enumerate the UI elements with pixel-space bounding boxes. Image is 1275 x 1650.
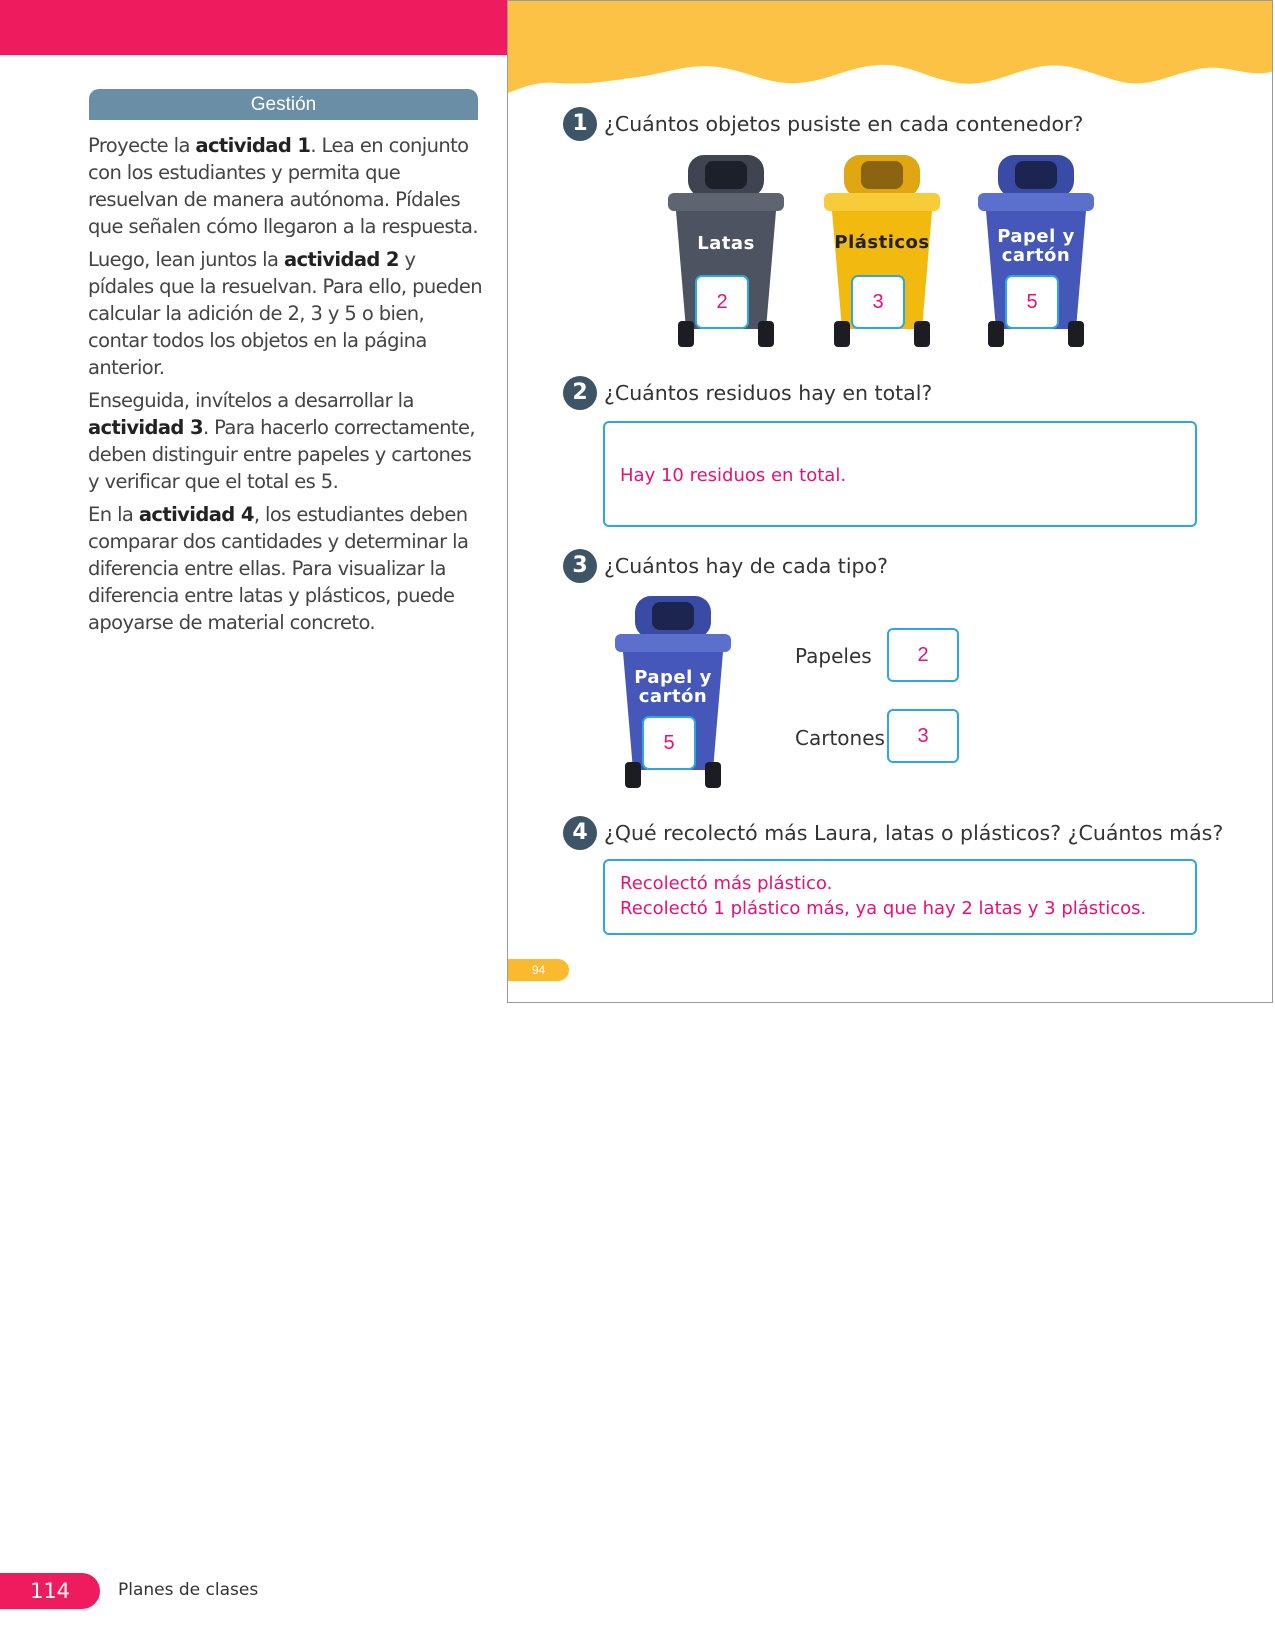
text-run: En la xyxy=(88,503,139,526)
text-run: y pídales que la resuelvan. Para ello, pueden calcular la adición de 2, 3 y 5 o bien, contar todos los objetos en la página anterior. xyxy=(88,248,482,379)
type-box-cartones[interactable]: 3 xyxy=(887,709,959,763)
gestion-paragraph-4 xyxy=(88,501,483,636)
activity-reference: actividad 4 xyxy=(138,503,254,526)
gestion-paragraph-3 xyxy=(88,387,483,495)
answer-text-line-1: Recolectó más plástico. xyxy=(620,873,833,894)
bin-label: Papel y cartón xyxy=(997,226,1075,266)
activity-number-4: 4 xyxy=(563,816,597,850)
activity-reference: actividad 2 xyxy=(283,248,399,271)
activity-reference: actividad 3 xyxy=(88,416,203,439)
footer-label: Planes de clases xyxy=(118,1580,259,1600)
text-run: Enseguida, invítelos a desarrollar la xyxy=(88,389,414,412)
text-run: . Para hacerlo correctamente, deben distinguir entre papeles y cartones y verificar que el total es 5. xyxy=(88,416,475,493)
bin-count-box[interactable]: 2 xyxy=(695,275,749,329)
type-box-papeles[interactable]: 2 xyxy=(887,628,959,682)
gestion-header xyxy=(89,89,478,120)
answer-box-4[interactable] xyxy=(603,859,1197,935)
bin-label: Latas xyxy=(697,233,755,254)
gestion-text xyxy=(88,132,483,642)
text-run: . Lea en conjunto con los estudiantes y permita que resuelvan de manera autónoma. Pídales que señalen cómo llegaron a la respuesta. xyxy=(88,134,478,238)
answer-box-2[interactable] xyxy=(603,421,1197,527)
student-page xyxy=(507,0,1273,1003)
bin-papel-carton-detail xyxy=(611,594,735,789)
answer-text: Hay 10 residuos en total. xyxy=(620,465,847,486)
type-label-papeles: Papeles xyxy=(795,644,872,668)
gestion-title: Gestión xyxy=(250,94,317,115)
text-run: , los estudiantes deben comparar dos cantidades y determinar la diferencia entre ellas. Para visualizar la diferencia entre latas y plásticos, puede apoyarse de material concreto. xyxy=(88,503,469,634)
text-run: Luego, lean juntos la xyxy=(88,248,284,271)
bin-latas xyxy=(664,153,788,348)
bin-count-box[interactable]: 5 xyxy=(642,716,696,770)
activity-number-1: 1 xyxy=(563,107,597,141)
wave-banner xyxy=(508,1,1273,101)
bin-papel-carton xyxy=(974,153,1098,348)
activity-1-question: ¿Cuántos objetos pusiste en cada contenedor? xyxy=(604,112,1084,136)
bin-label: Plásticos xyxy=(834,232,930,253)
activity-number-2: 2 xyxy=(563,376,597,410)
activity-4-question: ¿Qué recolectó más Laura, latas o plásticos? ¿Cuántos más? xyxy=(604,821,1224,845)
gestion-paragraph-1 xyxy=(88,132,483,240)
activity-number-3: 3 xyxy=(563,549,597,583)
answer-text-line-2: Recolectó 1 plástico más, ya que hay 2 latas y 3 plásticos. xyxy=(620,898,1147,919)
type-label-cartones: Cartones xyxy=(795,726,885,750)
page-number: 114 xyxy=(0,1573,100,1609)
activity-reference: actividad 1 xyxy=(195,134,311,157)
bin-count-box[interactable]: 5 xyxy=(1005,275,1059,329)
bin-count-box[interactable]: 3 xyxy=(851,275,905,329)
top-accent-bar xyxy=(0,0,508,55)
bin-label: Papel y cartón xyxy=(634,667,712,707)
activity-2-question: ¿Cuántos residuos hay en total? xyxy=(604,381,933,405)
student-page-number: 94 xyxy=(508,959,569,981)
text-run: Proyecte la xyxy=(88,134,196,157)
activity-3-question: ¿Cuántos hay de cada tipo? xyxy=(604,554,888,578)
bin-plasticos xyxy=(820,153,944,348)
gestion-paragraph-2 xyxy=(88,246,483,381)
